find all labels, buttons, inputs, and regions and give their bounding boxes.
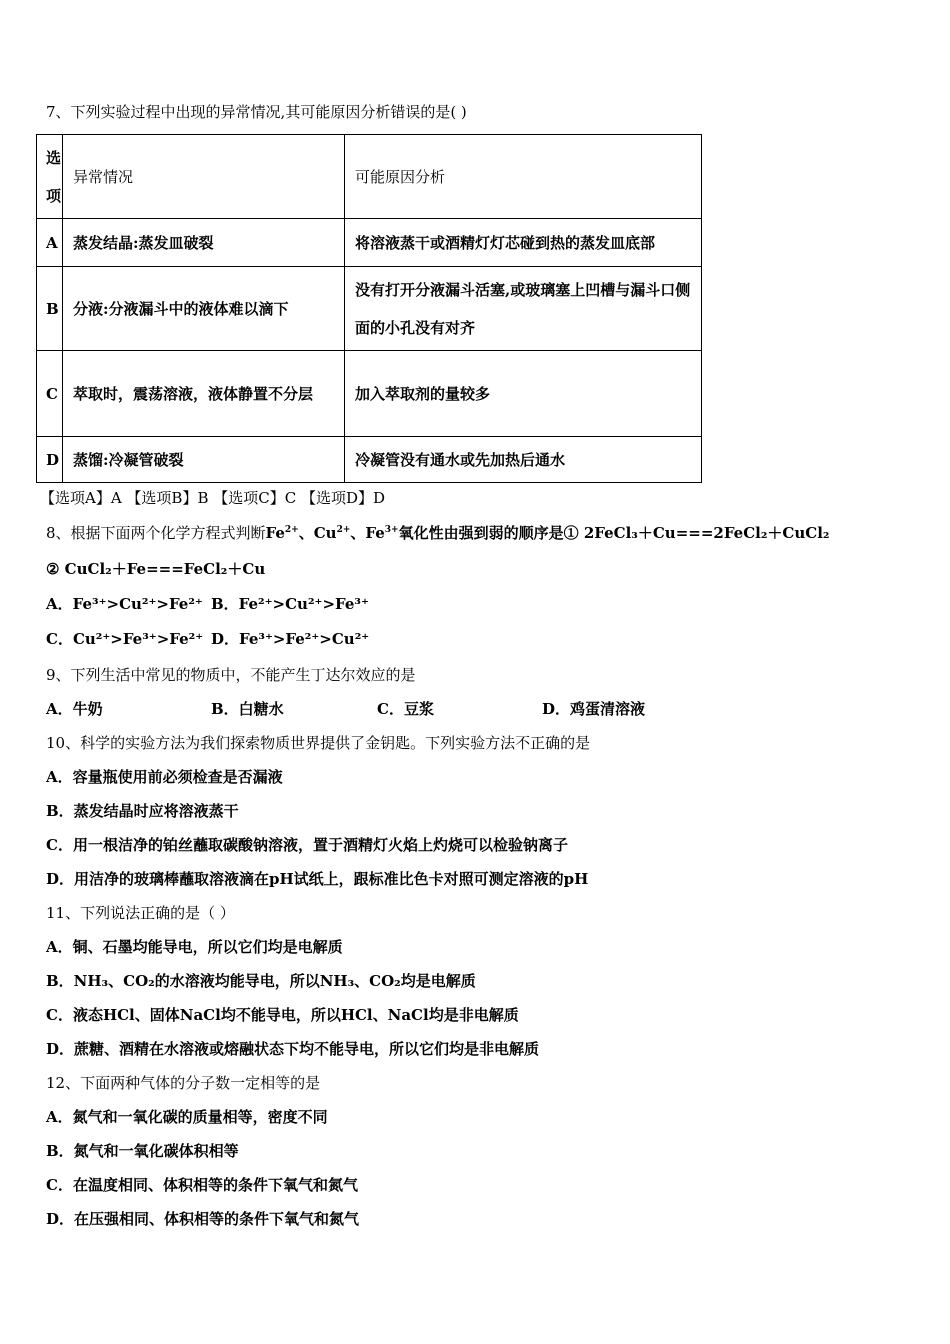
q12-stem: 12、下面两种气体的分子数一定相等的是 bbox=[46, 1074, 321, 1092]
table-row bbox=[37, 219, 702, 267]
q10-option-a: A．容量瓶使用前必须检查是否漏液 bbox=[46, 768, 283, 786]
q10-stem: 10、科学的实验方法为我们探索物质世界提供了金钥匙。下列实验方法不正确的是 bbox=[46, 734, 591, 752]
q11-stem: 11、下列说法正确的是（ ） bbox=[46, 904, 235, 922]
q11-option-c: C．液态HCl、固体NaCl均不能导电，所以HCl、NaCl均是非电解质 bbox=[46, 1006, 519, 1024]
q8-equation-2: ② CuCl₂＋Fe===FeCl₂＋Cu bbox=[46, 560, 266, 578]
q11-option-a: A．铜、石墨均能导电，所以它们均是电解质 bbox=[46, 938, 343, 956]
q9-option-d: D．鸡蛋清溶液 bbox=[542, 700, 646, 718]
q8-option-a: A．Fe³⁺>Cu²⁺>Fe²⁺ bbox=[46, 595, 203, 613]
q7-table bbox=[36, 134, 702, 483]
row-cause: 加入萃取剂的量较多 bbox=[345, 351, 702, 437]
q8-option-b: B．Fe²⁺>Cu²⁺>Fe³⁺ bbox=[211, 595, 369, 613]
table-row bbox=[37, 267, 702, 351]
row-anomaly: 蒸馏:冷凝管破裂 bbox=[63, 437, 345, 483]
row-option: D bbox=[37, 437, 63, 483]
q10-option-c: C．用一根洁净的铂丝蘸取碳酸钠溶液，置于酒精灯火焰上灼烧可以检验钠离子 bbox=[46, 836, 568, 854]
q12-option-b: B．氮气和一氧化碳体积相等 bbox=[46, 1142, 239, 1160]
q11-option-b: B．NH₃、CO₂的水溶液均能导电，所以NH₃、CO₂均是电解质 bbox=[46, 972, 476, 990]
q8-option-d: D．Fe³⁺>Fe²⁺>Cu²⁺ bbox=[211, 630, 370, 648]
q8-option-c: C．Cu²⁺>Fe³⁺>Fe²⁺ bbox=[46, 630, 204, 648]
q9-option-a: A．牛奶 bbox=[46, 700, 103, 718]
header-option: 选项 bbox=[37, 135, 63, 219]
row-anomaly: 萃取时，震荡溶液，液体静置不分层 bbox=[63, 351, 345, 437]
row-anomaly: 分液:分液漏斗中的液体难以滴下 bbox=[63, 267, 345, 351]
q10-option-b: B．蒸发结晶时应将溶液蒸干 bbox=[46, 802, 239, 820]
q7-answer-options: 【选项A】A 【选项B】B 【选项C】C 【选项D】D bbox=[40, 489, 386, 507]
row-option: A bbox=[37, 219, 63, 267]
row-cause: 冷凝管没有通水或先加热后通水 bbox=[345, 437, 702, 483]
table-row bbox=[37, 351, 702, 437]
row-anomaly: 蒸发结晶:蒸发皿破裂 bbox=[63, 219, 345, 267]
q8-equation-1: ① 2FeCl₃＋Cu===2FeCl₂＋CuCl₂ bbox=[563, 524, 830, 542]
q12-option-d: D．在压强相同、体积相等的条件下氧气和氮气 bbox=[46, 1210, 360, 1228]
q10-option-d: D．用洁净的玻璃棒蘸取溶液滴在pH试纸上，跟标准比色卡对照可测定溶液的pH bbox=[46, 870, 589, 888]
header-anomaly: 异常情况 bbox=[63, 135, 345, 219]
table-row bbox=[37, 437, 702, 483]
header-cause: 可能原因分析 bbox=[345, 135, 702, 219]
q12-option-a: A．氮气和一氧化碳的质量相等，密度不同 bbox=[46, 1108, 328, 1126]
row-cause: 没有打开分液漏斗活塞,或玻璃塞上凹槽与漏斗口侧面的小孔没有对齐 bbox=[345, 267, 702, 351]
row-option: C bbox=[37, 351, 63, 437]
row-option: B bbox=[37, 267, 63, 351]
q9-stem: 9、下列生活中常见的物质中，不能产生丁达尔效应的是 bbox=[46, 666, 416, 684]
row-cause: 将溶液蒸干或酒精灯灯芯碰到热的蒸发皿底部 bbox=[345, 219, 702, 267]
q8-stem: 8、根据下面两个化学方程式判断$Fe^{2+}$、$Cu^{2+}$、$Fe^{3+}$氧化性由强到弱的顺序是① 2FeCl₃＋Cu===2FeCl₂＋CuCl₂ bbox=[46, 524, 830, 542]
q9-option-c: C．豆浆 bbox=[377, 700, 434, 718]
q12-option-c: C．在温度相同、体积相等的条件下氧气和氮气 bbox=[46, 1176, 358, 1194]
q7-stem: 7、下列实验过程中出现的异常情况,其可能原因分析错误的是( ) bbox=[46, 103, 467, 121]
q9-option-b: B．白糖水 bbox=[211, 700, 284, 718]
q11-option-d: D．蔗糖、酒精在水溶液或熔融状态下均不能导电，所以它们均是非电解质 bbox=[46, 1040, 540, 1058]
